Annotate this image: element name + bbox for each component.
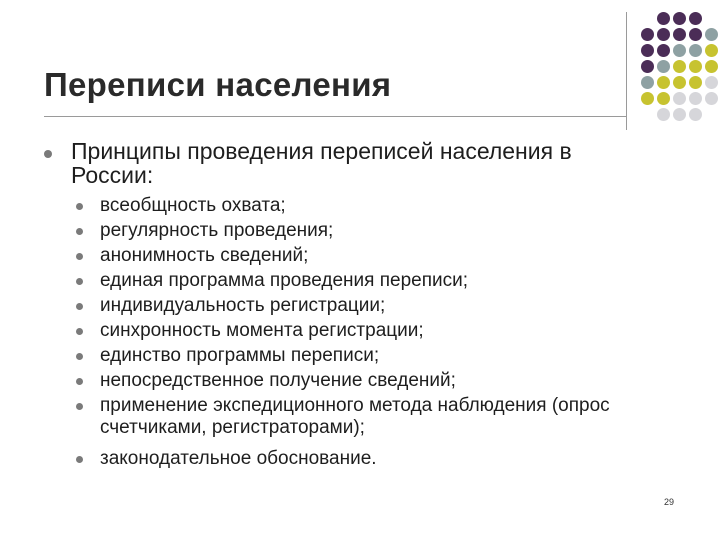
title-divider (44, 116, 626, 117)
decorative-dot (673, 108, 686, 121)
decorative-dot (689, 60, 702, 73)
sub-point-text: единая программа проведения переписи; (100, 270, 468, 291)
decorative-dot (705, 76, 718, 89)
decorative-dot (689, 28, 702, 41)
bullet-icon (76, 278, 83, 285)
bullet-icon (76, 328, 83, 335)
vertical-divider (626, 12, 627, 130)
bullet-icon (76, 456, 83, 463)
decorative-dot (689, 76, 702, 89)
decorative-dot (705, 92, 718, 105)
decorative-dot (641, 44, 654, 57)
decorative-dot (657, 44, 670, 57)
main-point-text: Принципы проведения переписей населения в России: (71, 138, 572, 188)
decorative-dot (657, 92, 670, 105)
bullet-icon (76, 403, 83, 410)
decorative-dot (673, 76, 686, 89)
sub-point-text: синхронность момента регистрации; (100, 320, 424, 341)
decorative-dot (689, 12, 702, 25)
decorative-dot (689, 92, 702, 105)
decorative-dot (657, 76, 670, 89)
bullet-icon (76, 228, 83, 235)
decorative-dot (705, 60, 718, 73)
decorative-dot (705, 44, 718, 57)
slide-title: Переписи населения (44, 66, 392, 103)
bullet-icon (76, 353, 83, 360)
sub-point-text: применение экспедиционного метода наблюдения (опрос счетчиками, регистраторами); (100, 395, 610, 438)
decorative-dot (641, 76, 654, 89)
decorative-dot (673, 92, 686, 105)
bullet-icon (76, 378, 83, 385)
sub-point-text: всеобщность охвата; (100, 195, 286, 216)
sub-point-text: законодательное обоснование. (100, 448, 377, 469)
decorative-dot (689, 108, 702, 121)
decorative-dot (657, 108, 670, 121)
sub-point-text: регулярность проведения; (100, 220, 334, 241)
decorative-dot (673, 12, 686, 25)
decorative-dot (689, 44, 702, 57)
bullet-icon (76, 253, 83, 260)
decorative-dot (705, 28, 718, 41)
decorative-dot (641, 92, 654, 105)
decorative-dot (673, 44, 686, 57)
sub-point-text: единство программы переписи; (100, 345, 380, 366)
bullet-icon (76, 303, 83, 310)
decorative-dot (657, 12, 670, 25)
decorative-dot (673, 60, 686, 73)
decorative-dot (657, 60, 670, 73)
decorative-dot (673, 28, 686, 41)
page-number: 29 (664, 497, 675, 507)
decorative-dot (641, 28, 654, 41)
sub-point-text: индивидуальность регистрации; (100, 295, 386, 316)
sub-point-text: анонимность сведений; (100, 245, 309, 266)
bullet-icon (44, 150, 52, 158)
bullet-icon (76, 203, 83, 210)
decorative-dot (657, 28, 670, 41)
sub-point-text: непосредственное получение сведений; (100, 370, 456, 391)
decorative-dot (641, 60, 654, 73)
